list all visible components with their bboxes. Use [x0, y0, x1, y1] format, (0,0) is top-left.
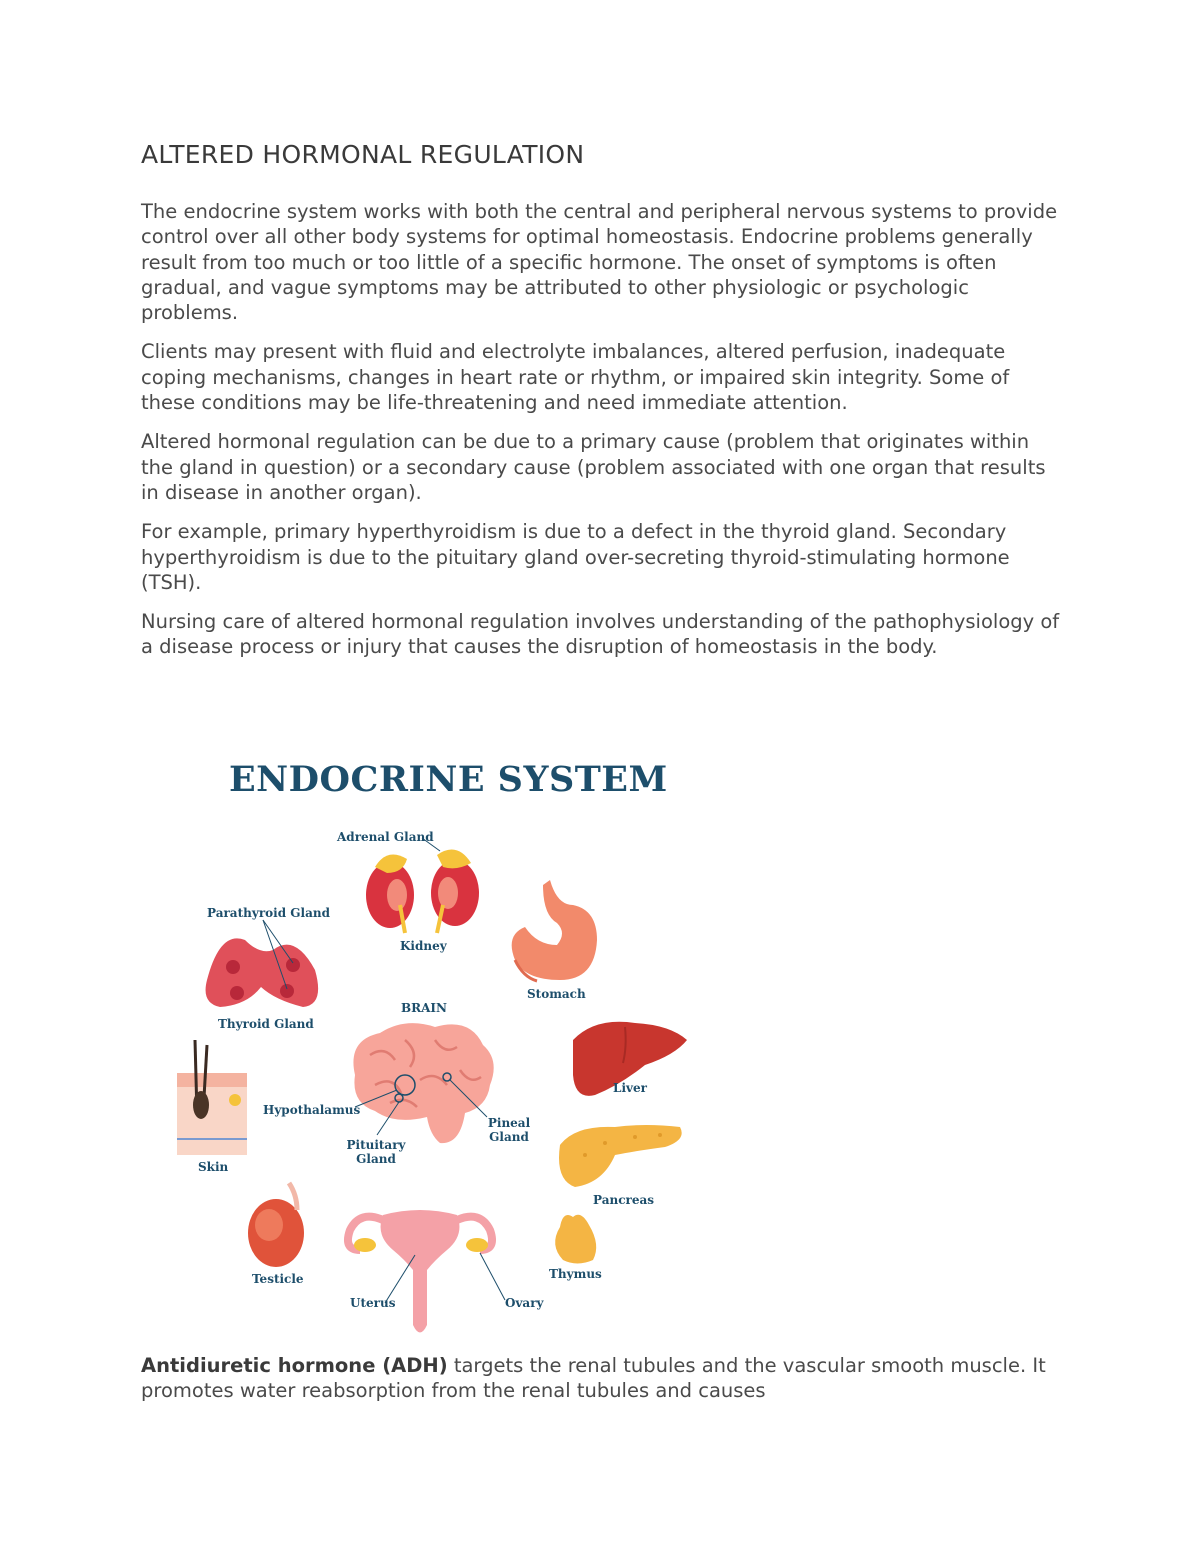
page-heading: ALTERED HORMONAL REGULATION — [141, 140, 585, 169]
label-adrenal-gland: Adrenal Gland — [337, 830, 434, 844]
label-skin: Skin — [198, 1160, 229, 1174]
adh-description: targets the renal tubules and the vascular smooth muscle. It promotes water reabsorption from the renal tubules and causes — [141, 1354, 1046, 1403]
paragraph-example: For example, primary hyperthyroidism is due to a defect in the thyroid gland. Secondary hyperthyroidism is due to the pituitary gland over-secreting thyroid-stimulating hormone (TSH). — [141, 520, 1010, 594]
brain-illustration — [353, 1023, 493, 1143]
skin-illustration — [177, 1040, 247, 1155]
label-pancreas: Pancreas — [593, 1193, 654, 1207]
paragraph-nursing: Nursing care of altered hormonal regulation involves understanding of the pathophysiology of a disease process or injury that causes the disruption of homeostasis in the body. — [141, 610, 1060, 659]
label-pituitary-line1: Pituitary — [346, 1138, 406, 1152]
endocrine-system-figure — [165, 755, 725, 1345]
testicle-illustration — [248, 1183, 304, 1267]
paragraph-causes: Altered hormonal regulation can be due to a primary cause (problem that originates within the gland in question) or a secondary cause (problem associated with one organ that results in disease in another organ). — [141, 430, 1046, 504]
label-ovary: Ovary — [505, 1296, 544, 1310]
thyroid-illustration — [206, 920, 319, 1007]
label-parathyroid-gland: Parathyroid Gland — [207, 906, 330, 920]
paragraph-adh — [141, 1353, 1061, 1404]
paragraph-clients: Clients may present with fluid and electrolyte imbalances, altered perfusion, inadequate coping mechanisms, changes in heart rate or rhythm, or impaired skin integrity. Some of these conditions may be life-threatening and need immediate attention. — [141, 340, 1010, 415]
label-brain: BRAIN — [401, 1001, 448, 1015]
document-body — [141, 140, 1061, 674]
label-testicle: Testicle — [252, 1272, 304, 1286]
label-pituitary-line2: Gland — [356, 1152, 396, 1166]
endocrine-illustration — [165, 755, 725, 1345]
figure-title: ENDOCRINE SYSTEM — [229, 759, 668, 800]
label-pineal-line1: Pineal — [487, 1116, 531, 1130]
label-hypothalamus: Hypothalamus — [263, 1103, 361, 1117]
label-uterus: Uterus — [350, 1296, 396, 1310]
label-pituitary-gland — [345, 1138, 407, 1166]
uterus-illustration — [348, 1210, 505, 1333]
label-liver: Liver — [613, 1081, 647, 1095]
label-stomach: Stomach — [527, 987, 586, 1001]
stomach-illustration — [512, 880, 597, 981]
label-pineal-line2: Gland — [489, 1130, 529, 1144]
kidney-illustration — [366, 838, 479, 933]
adh-term: Antidiuretic hormone (ADH) — [141, 1354, 448, 1377]
paragraph-intro: The endocrine system works with both the central and peripheral nervous systems to provide control over all other body systems for optimal homeostasis. Endocrine problems generally result from too much or too little of a specific hormone. The onset of symptoms is often gradual, and vague symptoms may be attributed to other physiologic or psychologic problems. — [141, 200, 1058, 325]
thymus-illustration — [555, 1215, 596, 1264]
label-thymus: Thymus — [549, 1267, 602, 1281]
label-kidney: Kidney — [400, 939, 447, 953]
label-pineal-gland — [487, 1116, 531, 1144]
pancreas-illustration — [559, 1125, 682, 1187]
label-thyroid-gland: Thyroid Gland — [218, 1017, 314, 1031]
